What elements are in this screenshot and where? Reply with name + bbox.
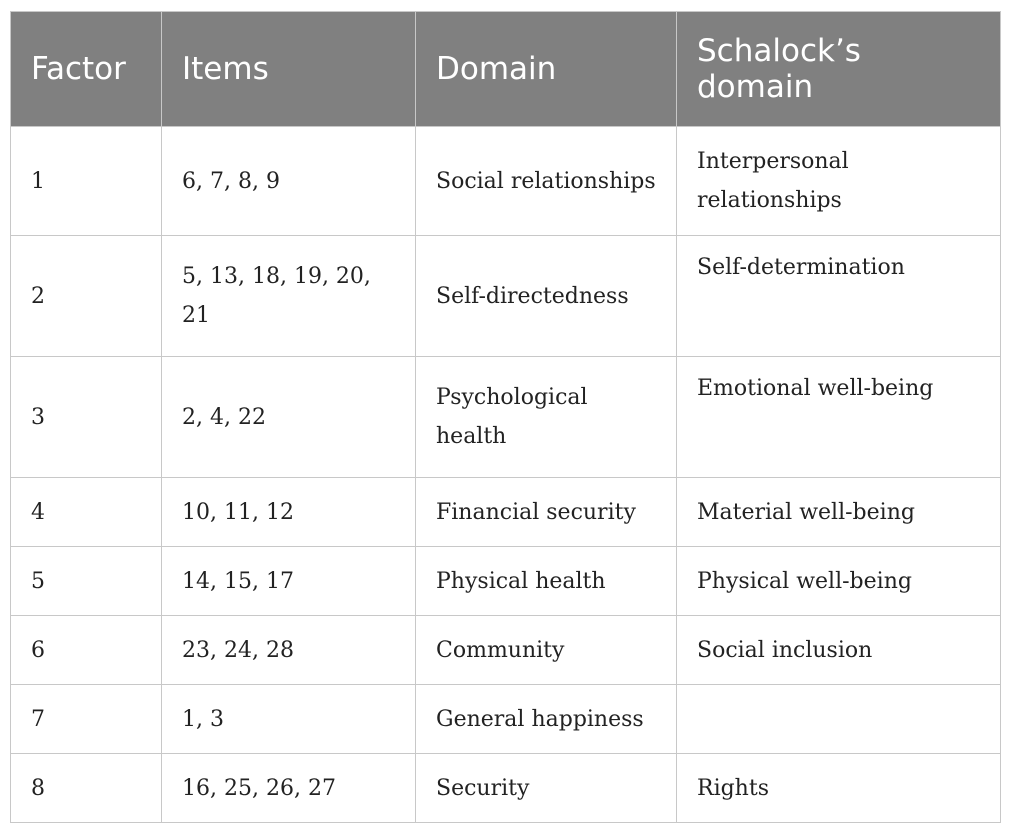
cell-factor: 2	[11, 236, 162, 357]
table-row	[11, 685, 1001, 754]
cell-factor: 1	[11, 127, 162, 236]
cell-items: 23, 24, 28	[162, 616, 416, 685]
cell-factor: 5	[11, 547, 162, 616]
cell-domain: Security	[416, 754, 677, 823]
cell-factor: 8	[11, 754, 162, 823]
cell-factor: 6	[11, 616, 162, 685]
cell-domain: Psychological health	[416, 357, 677, 478]
cell-items: 14, 15, 17	[162, 547, 416, 616]
cell-schalock-domain: Physical well-being	[677, 547, 1001, 616]
table-row	[11, 478, 1001, 547]
cell-schalock-domain: Interpersonal relationships	[677, 127, 1001, 236]
header-items: Items	[162, 12, 416, 127]
cell-items: 1, 3	[162, 685, 416, 754]
header-factor: Factor	[11, 12, 162, 127]
factor-domain-table	[10, 11, 1001, 823]
cell-schalock-domain	[677, 685, 1001, 754]
cell-domain: Financial security	[416, 478, 677, 547]
cell-factor: 3	[11, 357, 162, 478]
header-domain: Domain	[416, 12, 677, 127]
table-row	[11, 127, 1001, 236]
cell-items: 16, 25, 26, 27	[162, 754, 416, 823]
cell-schalock-domain: Self-determination	[677, 236, 1001, 357]
cell-items: 6, 7, 8, 9	[162, 127, 416, 236]
table-row	[11, 357, 1001, 478]
cell-factor: 4	[11, 478, 162, 547]
header-row	[11, 12, 1001, 127]
cell-schalock-domain: Material well-being	[677, 478, 1001, 547]
table-row	[11, 616, 1001, 685]
header-schalock-domain: Schalock’s domain	[677, 12, 1001, 127]
cell-domain: Physical health	[416, 547, 677, 616]
cell-domain: Community	[416, 616, 677, 685]
table-row	[11, 547, 1001, 616]
cell-items: 5, 13, 18, 19, 20, 21	[162, 236, 416, 357]
cell-domain: Self-directedness	[416, 236, 677, 357]
cell-schalock-domain: Rights	[677, 754, 1001, 823]
cell-items: 10, 11, 12	[162, 478, 416, 547]
cell-schalock-domain: Emotional well-being	[677, 357, 1001, 478]
cell-domain: Social relationships	[416, 127, 677, 236]
cell-domain: General happiness	[416, 685, 677, 754]
cell-factor: 7	[11, 685, 162, 754]
table-row	[11, 236, 1001, 357]
table-row	[11, 754, 1001, 823]
cell-schalock-domain: Social inclusion	[677, 616, 1001, 685]
cell-items: 2, 4, 22	[162, 357, 416, 478]
